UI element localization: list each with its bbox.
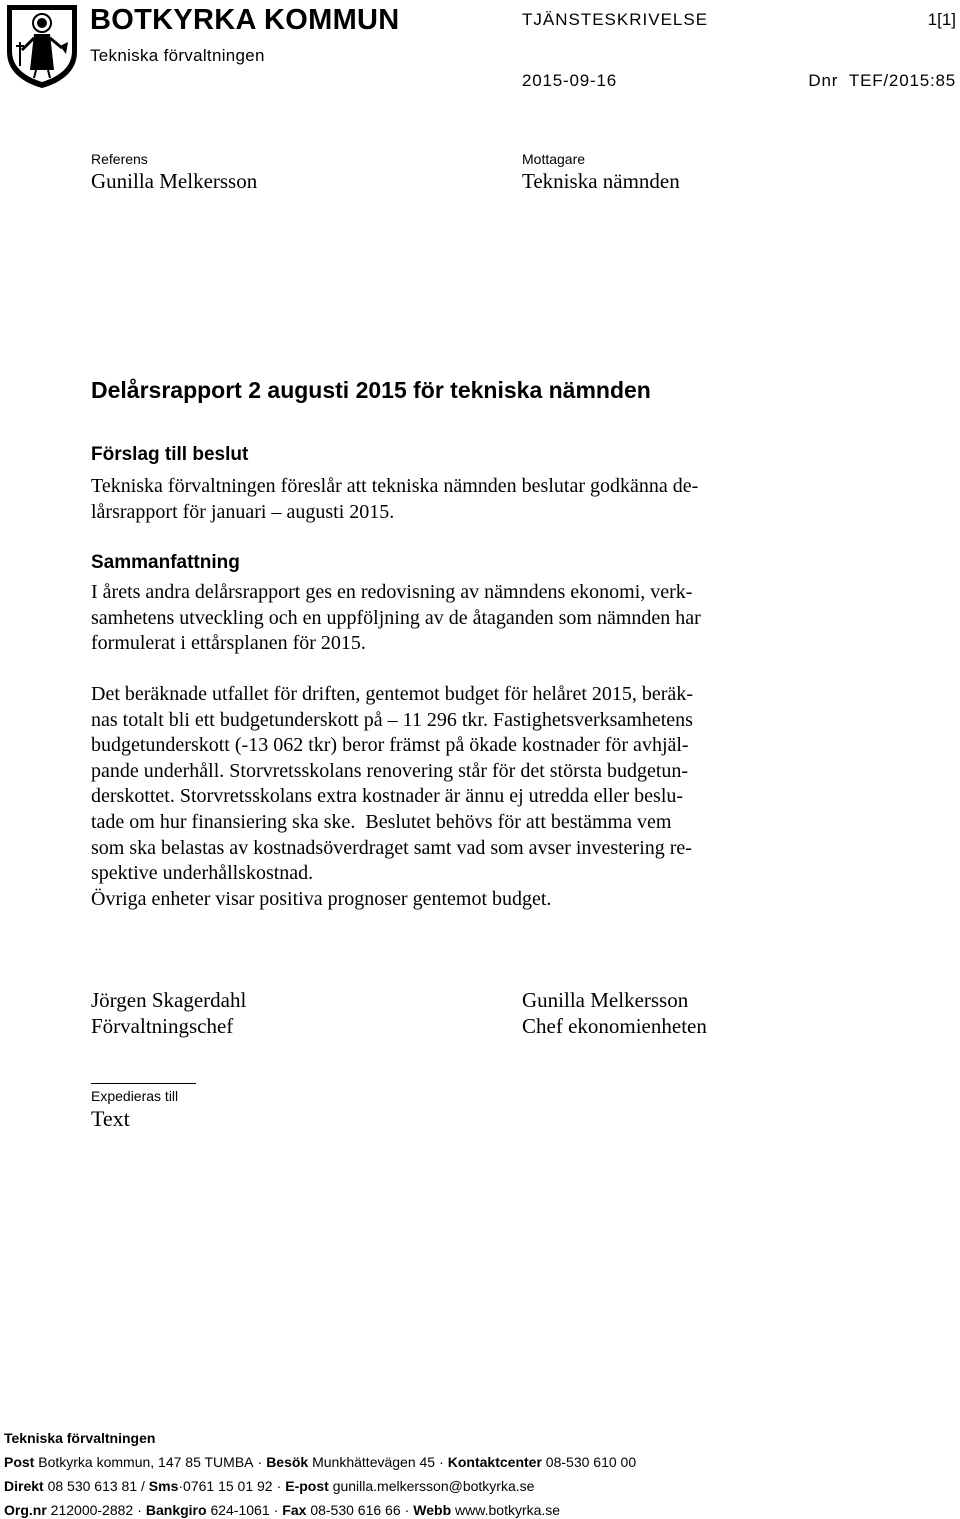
footer-kontakt-value: 08-530 610 00 [545, 1454, 637, 1470]
footer-besok-value: Munkhättevägen 45 [312, 1454, 436, 1470]
signature-role: Förvaltningschef [91, 1014, 234, 1038]
footer-orgnr-label: Org.nr [4, 1502, 47, 1518]
department-name: Tekniska förvaltningen [90, 46, 265, 65]
brand-name: BOTKYRKA KOMMUN [90, 4, 400, 36]
coat-of-arms-icon [4, 2, 80, 90]
signature-name: Gunilla Melkersson [522, 988, 689, 1012]
footer-line-1 [4, 1454, 636, 1470]
text-line: tade om hur finansiering ska ske. Beslutet behövs för att bestämma vem [91, 810, 672, 833]
footer-line-3 [4, 1502, 560, 1518]
footer-line-2: Direkt 08 530 613 81 / Sms·0761 15 01 92 · E-post gunilla.melkersson@botkyrka.se [4, 1478, 535, 1494]
footer-webb-label: Webb [413, 1502, 452, 1518]
expedieras-divider [91, 1083, 196, 1084]
footer-direkt-label: Direkt [4, 1478, 44, 1494]
separator-dot: · [257, 1454, 263, 1470]
footer-sms-value: 0761 15 01 92 [183, 1478, 273, 1494]
text-line: spektive underhållskostnad. [91, 862, 314, 885]
footer-org-name: Tekniska förvaltningen [4, 1430, 156, 1446]
footer-sms-label: Sms [148, 1478, 179, 1494]
referens-label: Referens [91, 151, 148, 167]
text-line: budgetunderskott (-13 062 tkr) beror främst på ökade kostnader för avhjäl- [91, 734, 689, 757]
forslag-paragraph [91, 474, 831, 525]
separator-dot: · [137, 1502, 142, 1518]
referens-value: Gunilla Melkersson [91, 169, 258, 193]
footer-epost-label: E-post [285, 1478, 329, 1494]
text-line: Det beräknade utfallet för driften, gentemot budget för helåret 2015, beräk- [91, 683, 693, 705]
separator-dot: · [404, 1502, 410, 1518]
footer-fax-label: Fax [282, 1502, 307, 1518]
text-line: samhetens utveckling och en uppföljning av de åtaganden som nämnden har [91, 606, 701, 629]
page-number: 1[1] [927, 10, 956, 29]
sammanfattning-paragraph-2 [91, 682, 831, 912]
footer-orgnr-value: 212000-2882 [50, 1502, 134, 1518]
text-line: I årets andra delårsrapport ges en redovisning av nämndens ekonomi, verk- [91, 581, 693, 603]
separator-dot: · [273, 1502, 279, 1518]
footer-besok-label: Besök [266, 1454, 309, 1470]
text-line: derskottet. Storvretsskolans extra kostnader är ännu ej utredda eller beslu- [91, 785, 684, 808]
sammanfattning-heading: Sammanfattning [91, 552, 240, 573]
footer-post-value: Botkyrka kommun, 147 85 TUMBA [38, 1454, 254, 1470]
expedieras-label: Expedieras till [91, 1088, 179, 1104]
separator-dot: · [439, 1454, 444, 1470]
text-line: Övriga enheter visar positiva prognoser gentemot budget. [91, 887, 552, 910]
page-title: Delårsrapport 2 augusti 2015 för tekniska nämnden [91, 377, 651, 403]
footer-org [4, 1430, 155, 1446]
text-line: nas totalt bli ett budgetunderskott på – 11 296 tkr. Fastighetsverksamhetens [91, 708, 693, 731]
expedieras-value: Text [91, 1106, 130, 1131]
signature-block-right [522, 987, 707, 1039]
document-date: 2015-09-16 [522, 71, 617, 90]
text-line: som ska belastas av kostnadsöverdraget samt vad som avser investering re- [91, 836, 692, 859]
signature-role: Chef ekonomienheten [522, 1014, 707, 1038]
signature-name: Jörgen Skagerdahl [91, 988, 247, 1012]
footer-bankgiro-label: Bankgiro [145, 1502, 207, 1518]
footer-direkt-value: 08 530 613 81 [47, 1478, 138, 1494]
document-type: TJÄNSTESKRIVELSE [522, 10, 709, 29]
footer-webb-value[interactable]: www.botkyrka.se [455, 1502, 561, 1518]
footer-epost-value[interactable]: gunilla.melkersson@botkyrka.se [332, 1478, 535, 1494]
footer-fax-value: 08-530 616 66 [310, 1502, 401, 1518]
separator-dot: · [276, 1478, 282, 1494]
diary-number: Dnr TEF/2015:85 [808, 71, 956, 90]
text-line: lårsrapport för januari – augusti 2015. [91, 500, 395, 523]
mottagare-label: Mottagare [522, 151, 586, 167]
mottagare-value: Tekniska nämnden [522, 169, 680, 193]
text-line: pande underhåll. Storvretsskolans renovering står för det största budgetun- [91, 759, 689, 782]
footer-post-label: Post [4, 1454, 35, 1470]
sammanfattning-paragraph-1 [91, 580, 831, 657]
text-line: formulerat i ettårsplanen för 2015. [91, 632, 366, 655]
footer-kontakt-label: Kontaktcenter [447, 1454, 542, 1470]
forslag-heading: Förslag till beslut [91, 444, 249, 465]
signature-block-left [91, 987, 246, 1039]
footer-bankgiro-value: 624-1061 [210, 1502, 270, 1518]
text-line: Tekniska förvaltningen föreslår att tekniska nämnden beslutar godkänna de- [91, 475, 699, 497]
